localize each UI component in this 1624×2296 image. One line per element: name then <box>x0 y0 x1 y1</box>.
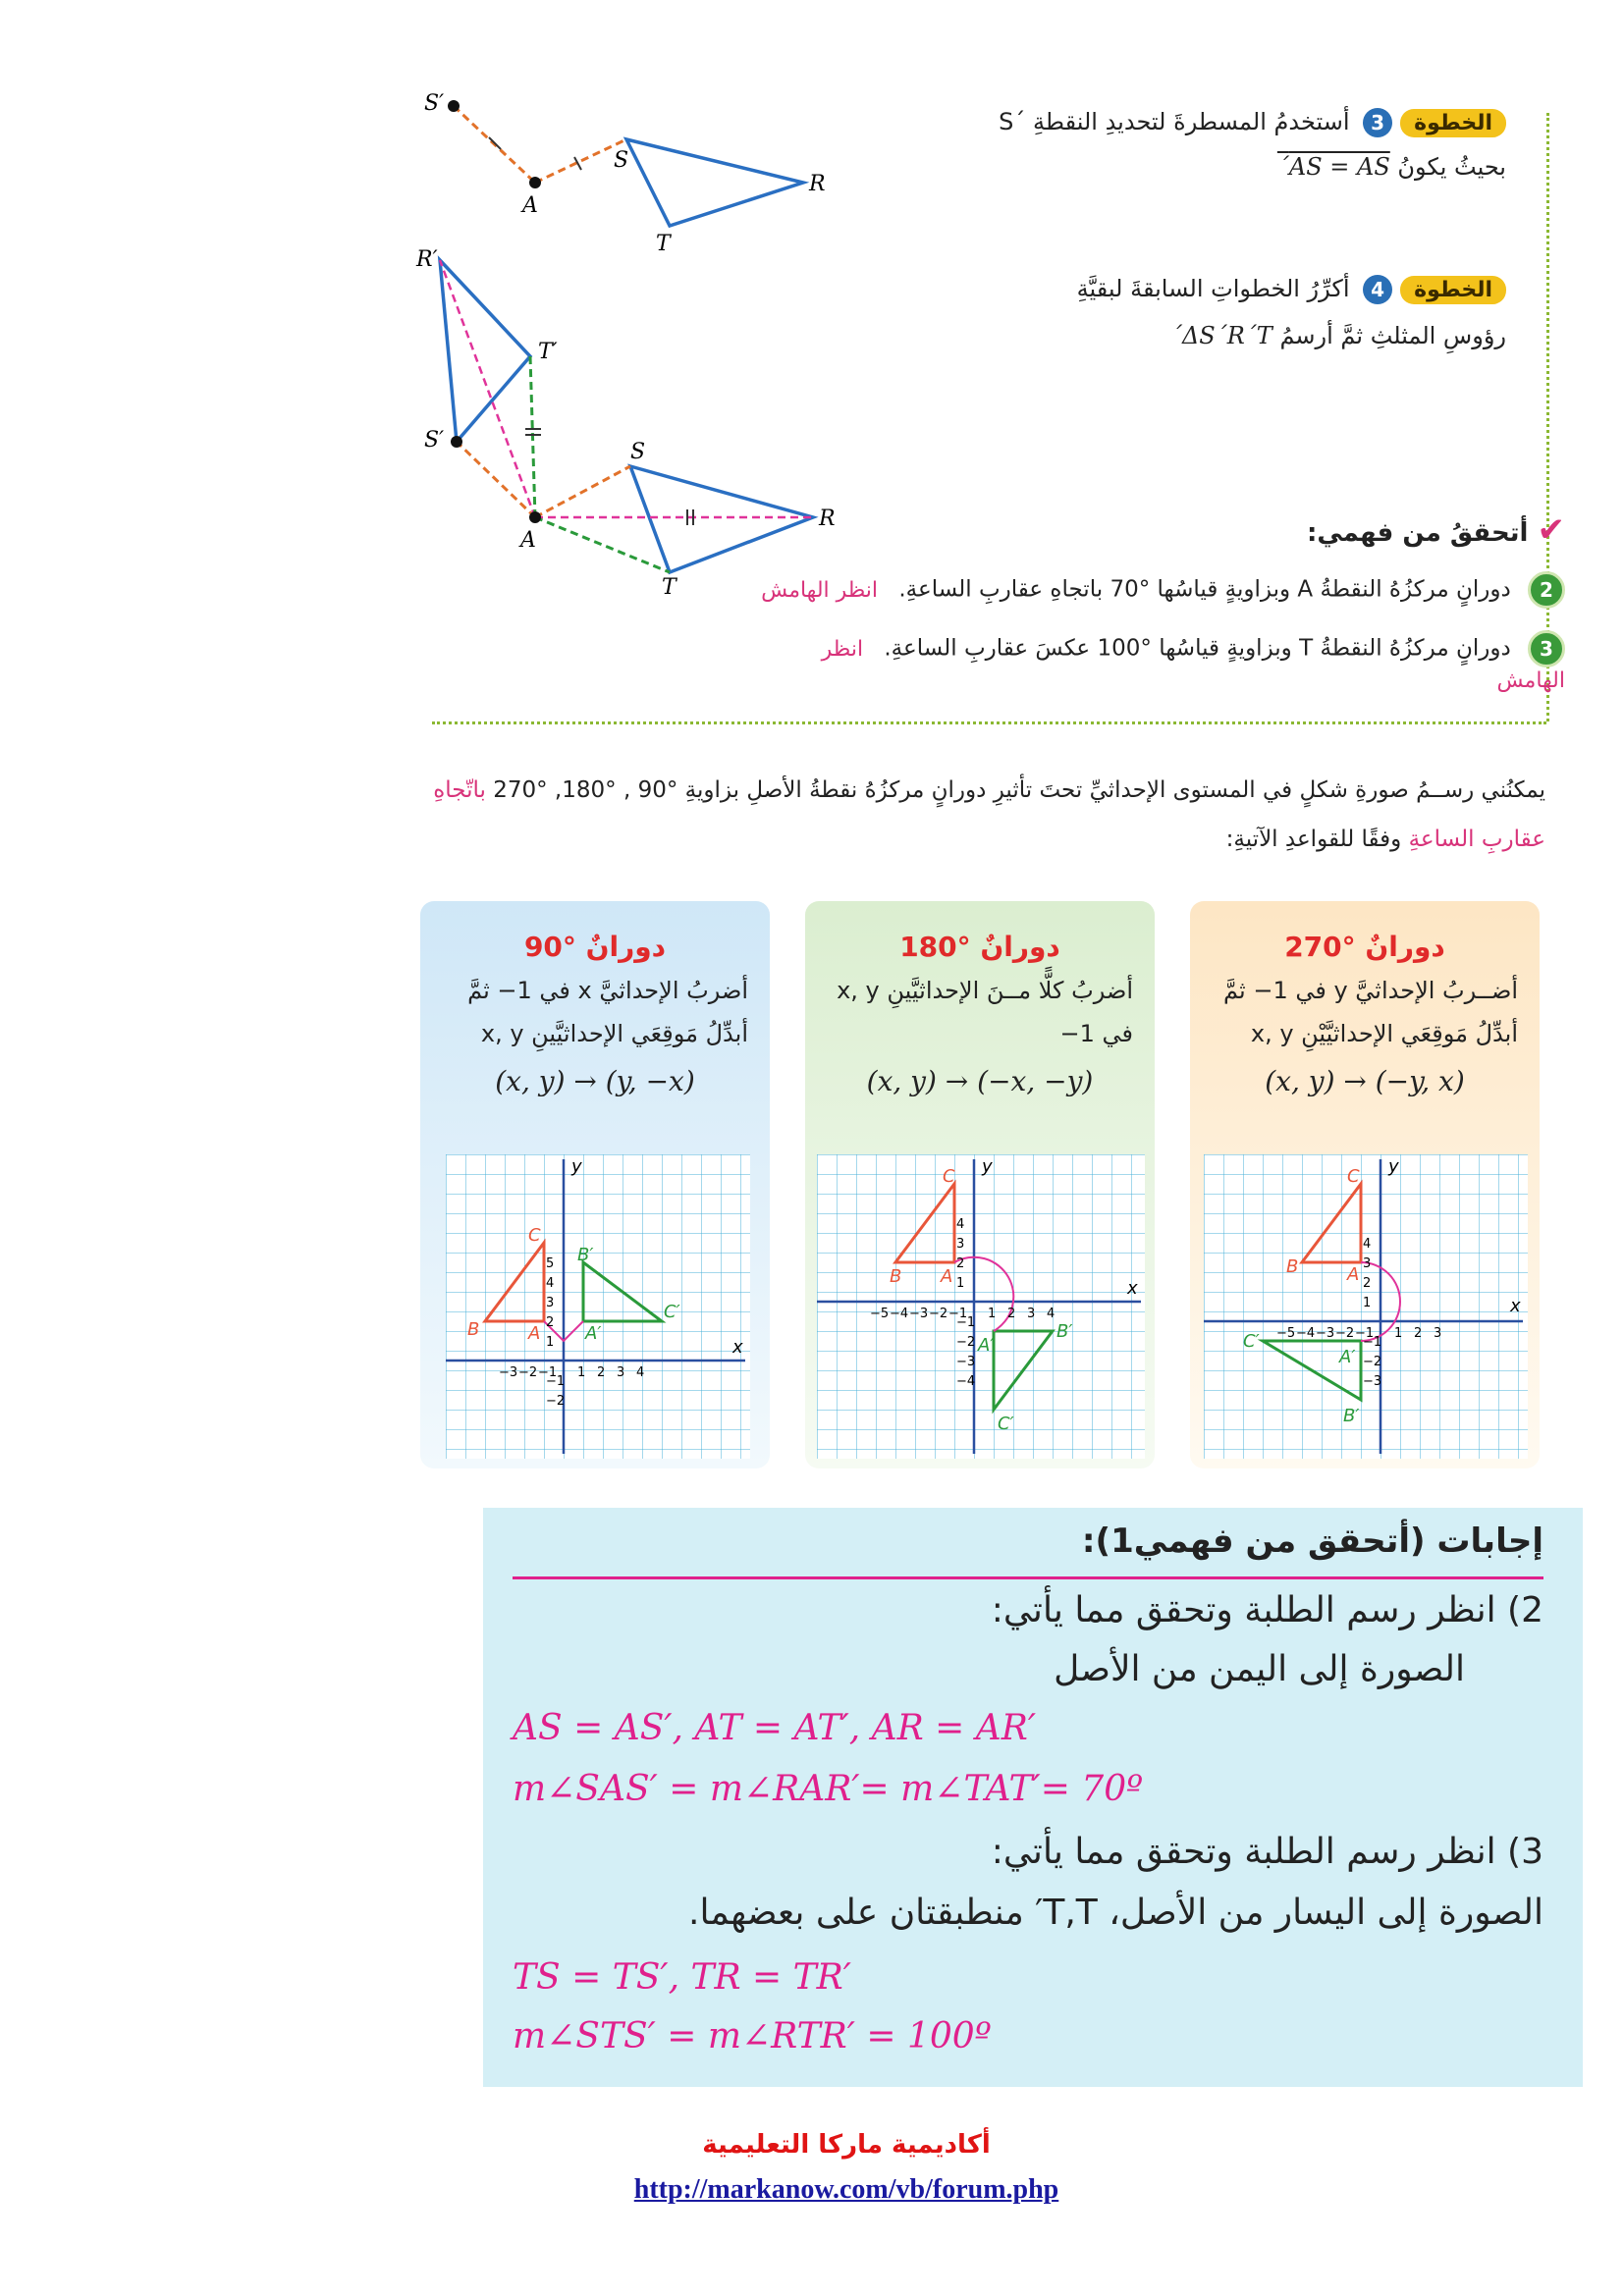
y-tick-label: 4 <box>1363 1237 1372 1252</box>
graph-180 <box>817 1154 1145 1459</box>
answer-2-line1: 2) انظر رسم الطلبة وتحقق مما يأتي: <box>991 1590 1543 1630</box>
graph-label: B <box>467 1319 480 1340</box>
margin-note: انظر الهامش <box>761 577 879 603</box>
card-title: دورانٌ °90 <box>523 931 667 963</box>
graph-label: C <box>528 1225 541 1246</box>
x-tick-label: −2 <box>518 1365 538 1380</box>
x-tick-label: −5 <box>1276 1326 1296 1341</box>
label: R′ <box>416 247 438 272</box>
axis-label: y <box>571 1156 582 1177</box>
label: T <box>656 232 671 255</box>
exercise-number: 2 <box>1528 571 1565 609</box>
card-rotation-90 <box>420 901 770 1468</box>
label: T <box>662 575 677 594</box>
step-badge: الخطوة <box>1400 276 1506 304</box>
y-tick-label: −3 <box>956 1355 976 1369</box>
graph-label: B′ <box>1343 1406 1360 1426</box>
step-3 <box>956 108 1506 181</box>
margin-note: انظر الهامش <box>821 636 1565 693</box>
step-number: 4 <box>1363 275 1392 304</box>
label: S′ <box>424 428 445 453</box>
step-text-2: رؤوسِ المثلثِ ثمَّ أرسمُ <box>1279 322 1506 349</box>
graph-90 <box>446 1154 750 1459</box>
x-tick-label: 2 <box>1007 1307 1016 1321</box>
card-text: أضربُ كلًّا مــنَ الإحداثيَّينِ x, y في 1− <box>837 977 1133 1047</box>
label: S <box>614 148 629 173</box>
check-title: أتحققُ من فهمي: <box>1306 518 1529 548</box>
graph-label: C′ <box>998 1414 1014 1434</box>
y-tick-label: 2 <box>1363 1276 1372 1291</box>
step-math: AS = AS´ <box>1276 153 1390 181</box>
x-tick-label: −2 <box>929 1307 948 1321</box>
card-formula: (x, y) → (−x, −y) <box>866 1065 1094 1097</box>
card-formula: (x, y) → (y, −x) <box>495 1065 695 1097</box>
label: A <box>522 193 538 218</box>
x-tick-label: −3 <box>499 1365 518 1380</box>
step-text-2: بحيثُ يكونُ <box>1397 153 1506 181</box>
axis-label: x <box>1510 1296 1521 1316</box>
answer-3-line2: الصورة إلى اليسار من الأصل، T,T′ منطبقتان على بعضهما. <box>688 1893 1543 1933</box>
graph-270 <box>1204 1154 1528 1459</box>
y-tick-label: −1 <box>956 1315 976 1330</box>
x-tick-label: 2 <box>597 1365 606 1380</box>
card-title: دورانٌ °180 <box>899 931 1060 963</box>
x-tick-label: 1 <box>988 1307 997 1321</box>
x-tick-label: −4 <box>890 1307 909 1321</box>
y-tick-label: −2 <box>1363 1355 1382 1369</box>
answers-divider <box>513 1576 1543 1579</box>
step-text: أستخدمُ المسطرةَ لتحديدِ النقطةِ ´S <box>999 108 1350 135</box>
step-4 <box>956 275 1506 349</box>
answers-title: إجابات (أتحقق من فهمي1): <box>1081 1522 1543 1561</box>
graph-label: C <box>943 1166 955 1187</box>
exercise-number: 3 <box>1528 630 1565 667</box>
y-tick-label: 5 <box>546 1256 555 1271</box>
card-rotation-270 <box>1190 901 1540 1468</box>
y-tick-label: 4 <box>546 1276 555 1291</box>
y-tick-label: 3 <box>956 1237 965 1252</box>
step-math: ΔS´R´T´ <box>1169 322 1272 349</box>
exercise-text: دورانٍ مركزُهُ النقطةُ A وبزاويةٍ قياسُها °70 باتجاهِ عقاربِ الساعةِ. <box>898 576 1511 603</box>
y-tick-label: 3 <box>1363 1256 1372 1271</box>
step-number: 3 <box>1363 108 1392 137</box>
y-tick-label: 4 <box>956 1217 965 1232</box>
graph-label: C′ <box>1243 1331 1260 1352</box>
y-tick-label: −2 <box>956 1335 976 1350</box>
x-tick-label: −5 <box>870 1307 890 1321</box>
y-tick-label: −2 <box>546 1394 566 1409</box>
intro-highlight: عقاربِ الساعةِ <box>1408 827 1545 852</box>
y-tick-label: −4 <box>956 1374 976 1389</box>
y-tick-label: 1 <box>956 1276 965 1291</box>
card-text: أضــربُ الإحداثيَّ y في 1− ثمَّ أبدِّلُ مَوقِعَي الإحداثيَّيْنِ x, y <box>1223 977 1518 1047</box>
graph-label: C′ <box>664 1302 680 1322</box>
answer-2-math1: AS = AS′, AT = AT′, AR = AR′ <box>513 1708 1037 1748</box>
y-tick-label: −3 <box>1363 1374 1382 1389</box>
axis-label: x <box>732 1337 743 1358</box>
graph-label: A <box>941 1266 953 1287</box>
card-rotation-180 <box>805 901 1155 1468</box>
label: R <box>819 507 836 531</box>
x-tick-label: −3 <box>1316 1326 1335 1341</box>
graph-label: C <box>1347 1166 1360 1187</box>
exercise-text: دورانٍ مركزُهُ النقطةُ T وبزاويةٍ قياسُها °100 عكسَ عقاربِ الساعةِ. <box>884 635 1511 662</box>
label: S <box>630 440 646 464</box>
graph-label: A <box>528 1323 541 1344</box>
x-tick-label: 4 <box>1047 1307 1056 1321</box>
card-title: دورانٌ °270 <box>1284 931 1445 963</box>
x-tick-label: −2 <box>1335 1326 1355 1341</box>
y-tick-label: −1 <box>1363 1335 1382 1350</box>
y-tick-label: 3 <box>546 1296 555 1310</box>
answer-2-math2: m∠SAS′ = m∠RAR′= m∠TAT′= 70º <box>513 1769 1144 1809</box>
x-tick-label: −1 <box>948 1307 968 1321</box>
axis-label: y <box>982 1156 993 1177</box>
graph-label: B <box>890 1266 902 1287</box>
graph-label: B′ <box>1056 1321 1073 1342</box>
x-tick-label: −4 <box>1296 1326 1316 1341</box>
x-tick-label: −1 <box>538 1365 558 1380</box>
x-tick-label: 3 <box>617 1365 625 1380</box>
answer-3-math2: m∠STS′ = m∠RTR′ = 100º <box>513 2016 992 2056</box>
graph-label: A′ <box>978 1335 995 1356</box>
x-tick-label: 1 <box>1394 1326 1403 1341</box>
footer-title: أكاديمية ماركا التعليمية <box>702 2130 991 2160</box>
x-tick-label: 1 <box>577 1365 586 1380</box>
label: T′ <box>538 340 558 364</box>
x-tick-label: 4 <box>636 1365 645 1380</box>
label: R <box>809 172 826 196</box>
label: S′ <box>424 91 445 116</box>
y-tick-label: 1 <box>1363 1296 1372 1310</box>
answer-2-line2: الصورة إلى اليمن من الأصل <box>1054 1649 1465 1689</box>
step-text: أكرِّرُ الخطواتِ السابقةَ لبقيَّةِ <box>1076 275 1350 302</box>
graph-label: A′ <box>585 1323 602 1344</box>
answer-3-math1: TS = TS′, TR = TR′ <box>513 1957 851 1998</box>
label: A <box>520 528 536 553</box>
card-text: أضربُ الإحداثيَّ x في 1− ثمَّ أبدِّلُ مَوقِعَي الإحداثيَّينِ x, y <box>467 977 748 1047</box>
axis-label: x <box>1127 1278 1138 1299</box>
card-formula: (x, y) → (−y, x) <box>1265 1065 1465 1097</box>
graph-label: A <box>1347 1264 1360 1285</box>
y-tick-label: −1 <box>546 1374 566 1389</box>
intro-paragraph <box>416 766 1545 864</box>
y-tick-label: 1 <box>546 1335 555 1350</box>
y-tick-label: 2 <box>546 1315 555 1330</box>
x-tick-label: 3 <box>1027 1307 1036 1321</box>
intro-highlight: باتّجاهِ <box>433 777 486 803</box>
explore-border-bottom <box>432 721 1546 724</box>
step-badge: الخطوة <box>1400 109 1506 137</box>
top-rotation-figure <box>412 79 864 255</box>
graph-label: A′ <box>1339 1347 1356 1367</box>
x-tick-label: 3 <box>1434 1326 1442 1341</box>
answer-3-line1: 3) انظر رسم الطلبة وتحقق مما يأتي: <box>991 1832 1543 1872</box>
intro-text: وفقًا للقواعدِ الآتيةِ: <box>1225 827 1402 852</box>
x-tick-label: −1 <box>1355 1326 1375 1341</box>
answers-box <box>483 1508 1583 2087</box>
graph-label: B′ <box>577 1245 594 1265</box>
graph-label: B <box>1286 1256 1299 1277</box>
intro-text: يمكنُني رســمُ صورةِ شكلٍ في المستوى الإحداثيِّ تحتَ تأثيرِ دورانٍ مركزُهُ نقطةُ الأصلِ بزاويةِ °90 , °180, °270 <box>493 777 1545 803</box>
x-tick-label: 2 <box>1414 1326 1423 1341</box>
footer-link[interactable]: http://markanow.com/vb/forum.php <box>633 2174 1059 2205</box>
axis-label: y <box>1388 1156 1399 1177</box>
x-tick-label: −3 <box>909 1307 929 1321</box>
check-understanding <box>760 510 1565 693</box>
check-icon: ✔ <box>1537 510 1565 550</box>
y-tick-label: 2 <box>956 1256 965 1271</box>
